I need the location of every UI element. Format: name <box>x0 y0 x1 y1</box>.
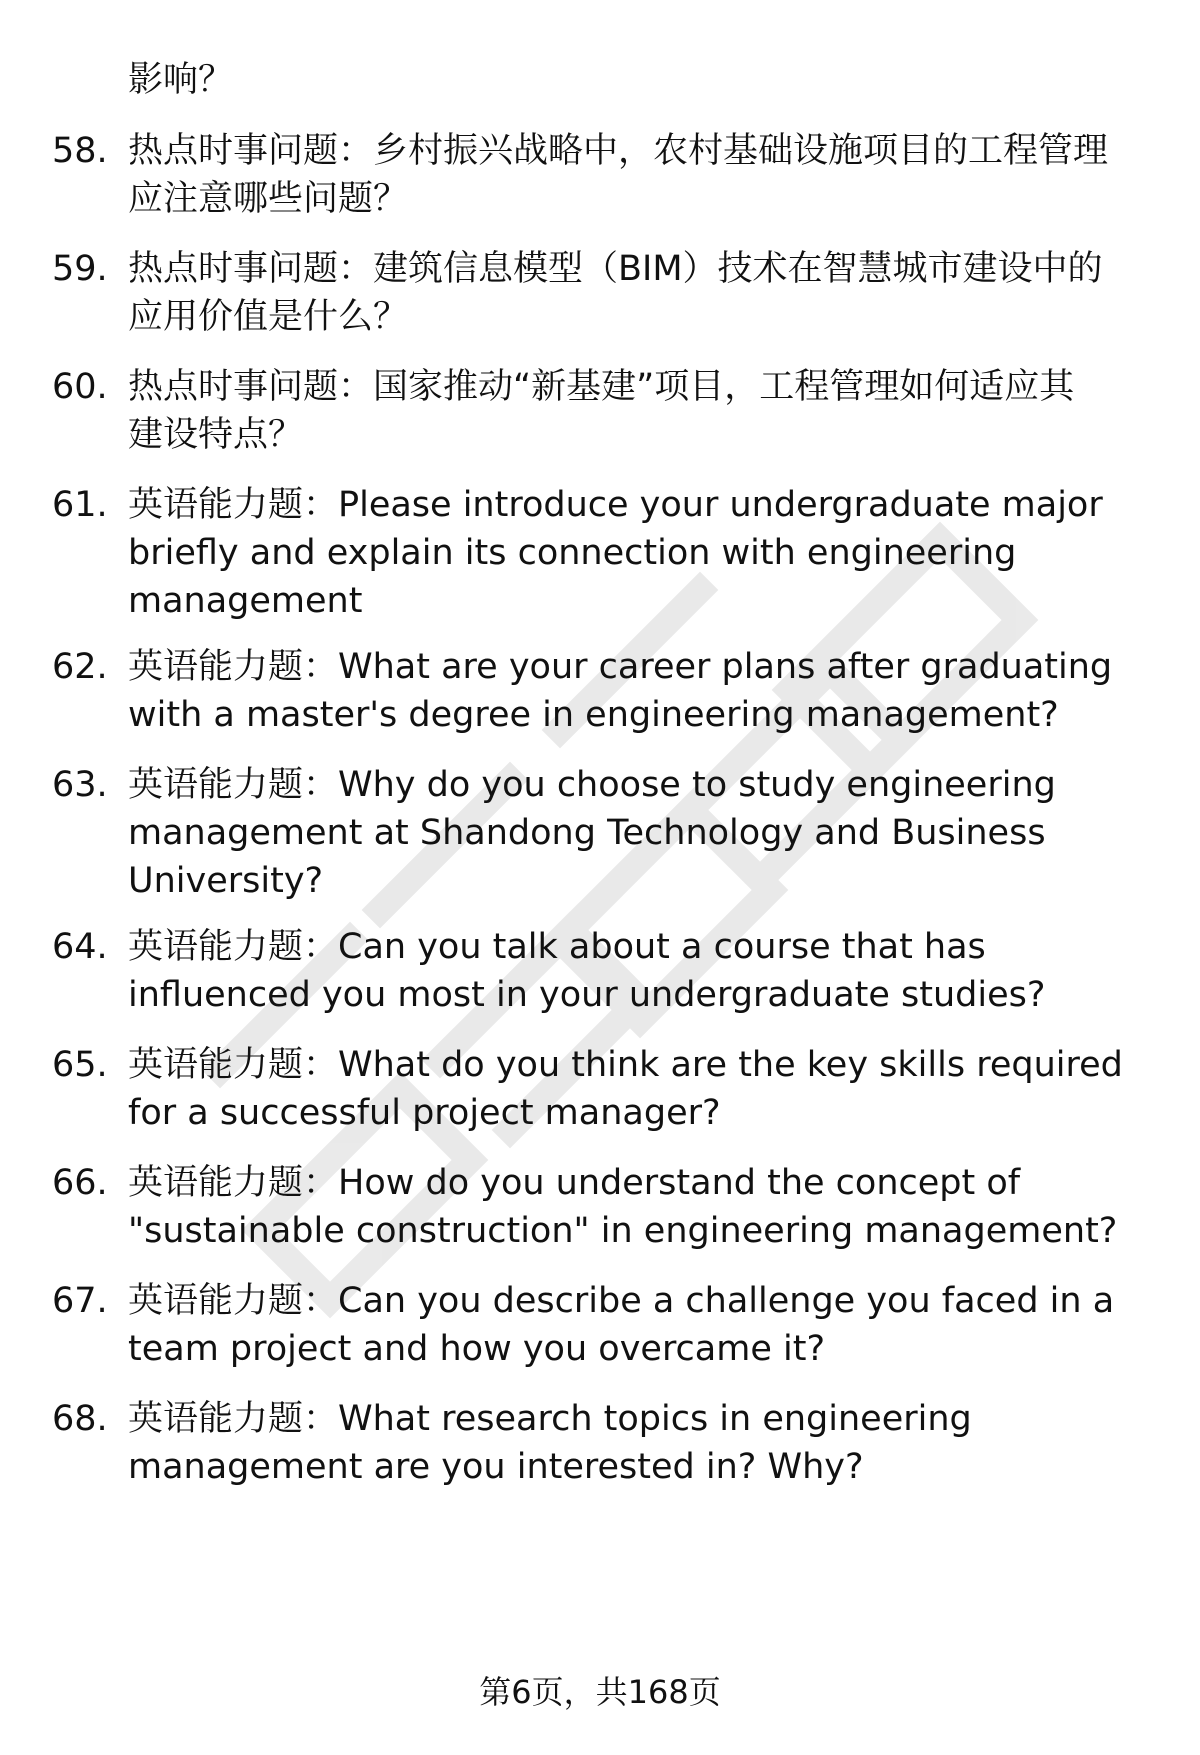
question-text <box>128 1159 1148 1255</box>
question-text-line: 热点时事问题：建筑信息模型（BIM）技术在智慧城市建设中的 <box>128 249 1103 289</box>
question-text <box>128 481 1148 625</box>
question-text-line: management are you interested in? Why? <box>128 1447 864 1487</box>
question-text-line: 英语能力题：What do you think are the key skills required <box>128 1045 1123 1085</box>
question-number: 60. <box>52 367 108 407</box>
question-text-line: 建设特点？ <box>128 415 304 455</box>
question-text <box>128 1395 1148 1491</box>
question-text-line: "sustainable construction" in engineering management? <box>128 1211 1118 1251</box>
question-text <box>128 127 1148 223</box>
question-text-line: management at Shandong Technology and Business <box>128 813 1046 853</box>
question-text-line: 英语能力题：What research topics in engineering <box>128 1399 972 1439</box>
question-text-line: team project and how you overcame it? <box>128 1329 826 1369</box>
question-text-line: 英语能力题：What are your career plans after graduating <box>128 647 1113 687</box>
page-footer: 第6页，共168页 <box>479 1673 721 1711</box>
question-text-line: 热点时事问题：国家推动“新基建”项目，工程管理如何适应其 <box>128 367 1075 407</box>
question-text <box>128 1041 1148 1137</box>
question-text-line: with a master's degree in engineering management? <box>128 695 1059 735</box>
question-number: 68. <box>52 1399 108 1439</box>
question-text <box>128 761 1148 905</box>
question-number: 66. <box>52 1163 108 1203</box>
question-number: 61. <box>52 485 108 525</box>
question-text-line: briefly and explain its connection with engineering <box>128 533 1017 573</box>
question-text-line: for a successful project manager? <box>128 1093 721 1133</box>
question-text <box>128 1277 1148 1373</box>
question-text-line: 英语能力题：Why do you choose to study engineering <box>128 765 1056 805</box>
question-text-line: 英语能力题：Please introduce your undergraduate major <box>128 485 1103 525</box>
question-number: 65. <box>52 1045 108 1085</box>
question-text <box>128 923 1148 1019</box>
question-text-line: University? <box>128 861 324 901</box>
question-number: 67. <box>52 1281 108 1321</box>
question-text-line: 热点时事问题：乡村振兴战略中，农村基础设施项目的工程管理 <box>128 131 1109 171</box>
question-text-line: 英语能力题：Can you describe a challenge you faced in a <box>128 1281 1115 1321</box>
question-number: 63. <box>52 765 108 805</box>
question-text <box>128 643 1148 739</box>
question-text <box>128 363 1148 459</box>
question-number: 62. <box>52 647 108 687</box>
question-number: 59. <box>52 249 108 289</box>
question-text-line: management <box>128 581 363 621</box>
question-number: 64. <box>52 927 108 967</box>
question-text-line: 英语能力题：How do you understand the concept of <box>128 1163 1021 1203</box>
question-text-line: 应注意哪些问题？ <box>128 179 409 219</box>
question-text <box>128 245 1148 341</box>
question-text-line: 英语能力题：Can you talk about a course that has <box>128 927 986 967</box>
question-text-line: 应用价值是什么？ <box>128 297 409 337</box>
question-text-line: influenced you most in your undergraduate studies? <box>128 975 1046 1015</box>
continuation-text: 影响？ <box>128 60 234 100</box>
question-number: 58. <box>52 131 108 171</box>
